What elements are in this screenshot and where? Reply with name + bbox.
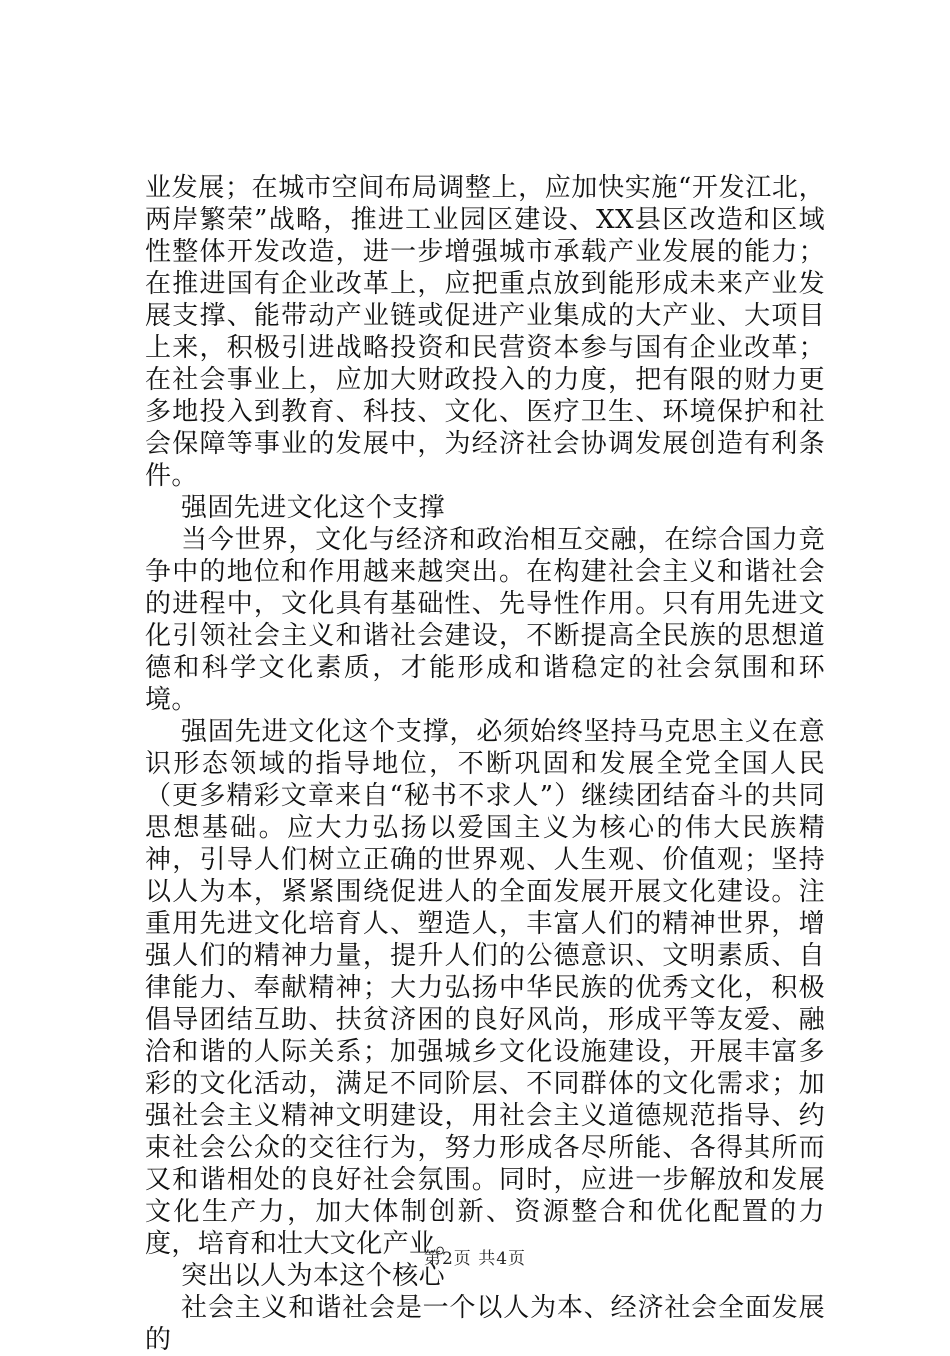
paragraph: 当今世界，文化与经济和政治相互交融，在综合国力竞争中的地位和作用越来越突出。在构建社会主义和谐社会的进程中，文化具有基础性、先导性作用。只有用先进文化引领社会主义和谐社会建设，不断提高全民族的思想道德和科学文化素质，才能形成和谐稳定的社会氛围和环境。 xyxy=(145,525,825,715)
paragraph: 强固先进文化这个支撑，必须始终坚持马克思主义在意识形态领域的指导地位，不断巩固和发展全党全国人民（更多精彩文章来自“秘书不求人”）继续团结奋斗的共同思想基础。应大力弘扬以爱国主义为核心的伟大民族精神，引导人们树立正确的世界观、人生观、价值观；坚持以人为本，紧紧围绕促进人的全面发展开展文化建设。注重用先进文化培育人、塑造人，丰富人们的精神世界，增强人们的精神力量，提升人们的公德意识、文明素质、自律能力、奉献精神；大力弘扬中华民族的优秀文化，积极倡导团结互助、扶贫济困的良好风尚，形成平等友爱、融洽和谐的人际关系；加强城乡文化设施建设，开展丰富多彩的文化活动，满足不同阶层、不同群体的文化需求；加强社会主义精神文明建设，用社会主义道德规范指导、约束社会公众的交往行为，努力形成各尽所能、各得其所而又和谐相处的良好社会氛围。同时，应进一步解放和发展文化生产力，加大体制创新、资源整合和优化配置的力度，培育和壮大文化产业。 xyxy=(145,717,825,1259)
section-heading-people: 突出以人为本这个核心 xyxy=(181,1261,446,1291)
page-number-footer: 第2页 共4页 xyxy=(423,1249,527,1269)
document-body xyxy=(145,172,825,1356)
section-heading-culture: 强固先进文化这个支撑 xyxy=(181,493,446,523)
paragraph-continuation: 业发展；在城市空间布局调整上，应加快实施“开发江北，两岸繁荣”战略，推进工业园区建设、XX县区改造和区域性整体开发改造，进一步增强城市承载产业发展的能力；在推进国有企业改革上，应把重点放到能形成未来产业发展支撑、能带动产业链或促进产业集成的大产业、大项目上来，积极引进战略投资和民营资本参与国有企业改革；在社会事业上，应加大财政投入的力度，把有限的财力更多地投入到教育、科技、文化、医疗卫生、环境保护和社会保障等事业的发展中，为经济社会协调发展创造有利条件。 xyxy=(145,173,825,491)
paragraph: 社会主义和谐社会是一个以人为本、经济社会全面发展的 xyxy=(145,1293,825,1355)
